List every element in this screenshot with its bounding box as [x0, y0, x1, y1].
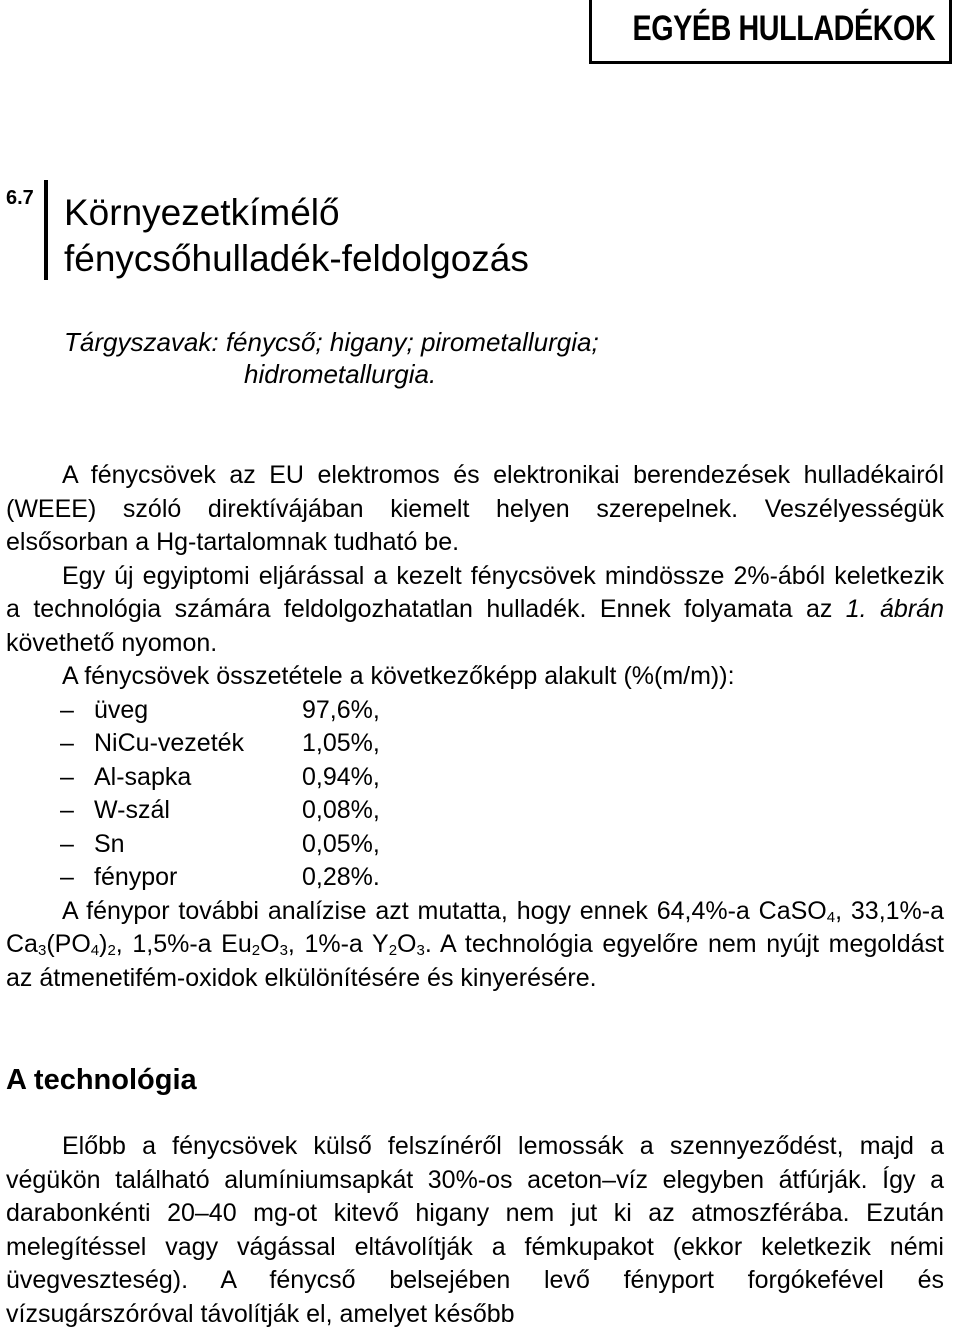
- composition-item: – NiCu-vezeték 1,05%,: [60, 729, 380, 757]
- keywords-line1: Tárgyszavak: fénycső; higany; pirometallurgia;: [64, 327, 599, 357]
- intro-paragraph-2: [6, 560, 944, 661]
- composition-item: – üveg 97,6%,: [60, 695, 380, 724]
- technology-heading: A technológia: [6, 1064, 197, 1096]
- technology-paragraph-1: Előbb a fénycsövek külső felszínéről lemossák a szennyeződést, majd a végükön található alumíniumsapkát 30%-os aceton–víz elegyben átfúrják. Így a darabonkénti 20–40 mg-ot kitevő higany nem jut ki az atmoszférába. Ezután melegítéssel vagy vágással eltávolítják a fémkupakot (ekkor keletkezik némi üvegveszteség). A fénycső belsejében levő fényport forgókefével és vízsugárszóróval távolítják el, amelyet később: [6, 1132, 944, 1328]
- running-header-title: EGYÉB HULLADÉKOK: [632, 9, 935, 48]
- section-number: 6.7: [6, 187, 34, 209]
- figure-reference: 1. ábrán: [845, 595, 944, 623]
- composition-item: – W-szál 0,08%,: [60, 796, 380, 824]
- phosphor-paragraph: A fénypor további analízise azt mutatta, hogy ennek 64,4%-a CaSO$_4$, 33,1%-a $Ca_3(PO_4)_2$, 1,5%-a $Eu_2O_3$, 1%-a $Y_2O_3$. A technológia egyelőre nem nyújt megoldást az átmenetifém-oxidok elkülönítésére és kinyerésére.: [6, 896, 944, 992]
- keywords: [64, 326, 599, 390]
- keywords-line2: hidrometallurgia.: [244, 359, 437, 389]
- section-title-bar: [44, 180, 48, 280]
- running-header: [589, 0, 952, 64]
- intro-paragraph-2-a: Egy új egyiptomi eljárással a kezelt fénycsövek mindössze 2%-ából keletkezik a technológia számára feldolgozhatatlan hulladék. Ennek folyamata az: [6, 561, 944, 623]
- technology-text: [6, 1130, 944, 1331]
- intro-text: [6, 459, 944, 995]
- composition-item: – Al-sapka 0,94%,: [60, 762, 380, 791]
- intro-paragraph-2-b: követhető nyomon.: [6, 628, 218, 657]
- composition-item: – Sn 0,05%,: [60, 829, 380, 858]
- section-title-line1: Környezetkímélő: [64, 192, 340, 233]
- section-title: [64, 190, 529, 282]
- section-title-line2: fénycsőhulladék-feldolgozás: [64, 238, 529, 279]
- composition-item: – fénypor 0,28%.: [60, 863, 380, 891]
- intro-paragraph-1: A fénycsövek az EU elektromos és elektronikai berendezések hulladékairól (WEEE) szóló direktívájában kiemelt helyen szerepelnek. Veszélyességük elsősorban a Hg-tartalomnak tudható be.: [6, 461, 944, 556]
- intro-paragraph-3: A fénycsövek összetétele a következőképp alakult (%(m/m)):: [62, 662, 735, 690]
- composition-list: [6, 694, 944, 895]
